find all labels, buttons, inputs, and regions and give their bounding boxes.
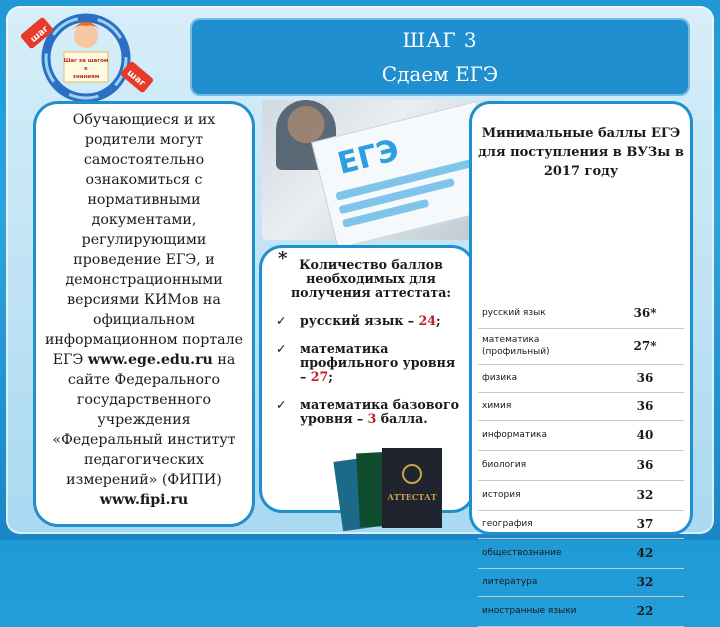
certificate-label: АТТЕСТАТ xyxy=(387,492,437,502)
table-row xyxy=(478,298,684,328)
logo-right-word: шаг xyxy=(124,68,147,90)
score-cell: 40 xyxy=(606,420,684,450)
subject-cell: химия xyxy=(478,392,606,420)
item-tail: балла. xyxy=(376,411,428,426)
item-text: математика профильного уровня – xyxy=(300,341,456,384)
min-scores-heading: Минимальные баллы ЕГЭ для поступления в ВУЗы в 2017 году xyxy=(478,126,684,179)
score-cell: 27* xyxy=(606,328,684,364)
logo-line1: Шаг за шагом xyxy=(63,58,109,64)
table-row xyxy=(478,450,684,480)
exam-photo xyxy=(262,100,502,240)
logo xyxy=(14,8,164,108)
score-cell: 36 xyxy=(606,450,684,480)
logo-left-word: шаг xyxy=(28,24,51,45)
exam-paper-label: ЕГЭ xyxy=(334,132,403,182)
table-row xyxy=(478,538,684,568)
fipi-link[interactable]: www.fipi.ru xyxy=(99,492,189,508)
item-text: русский язык – xyxy=(300,313,419,328)
subject-cell: биология xyxy=(478,450,606,480)
check-icon: ✓ xyxy=(276,313,287,328)
subject-cell: литература xyxy=(478,568,606,596)
score-cell: 36 xyxy=(606,364,684,392)
check-icon: ✓ xyxy=(276,341,287,356)
requirements-heading-wrap xyxy=(272,248,462,300)
score-cell: 36* xyxy=(606,298,684,328)
subject-cell: обществознание xyxy=(478,538,606,568)
table-row xyxy=(478,510,684,538)
min-scores-panel xyxy=(472,104,690,618)
table-row xyxy=(478,392,684,420)
item-score: 3 xyxy=(367,411,377,426)
requirements-heading: Количество баллов необходимых для получения аттестата: xyxy=(290,257,452,300)
logo-line3: знаниям xyxy=(72,74,100,80)
slide-main-title: Сдаем ЕГЭ xyxy=(381,62,499,86)
info-panel xyxy=(36,104,252,524)
table-row xyxy=(478,420,684,450)
footnote-star: * xyxy=(278,248,288,269)
score-cell: 37 xyxy=(606,510,684,538)
score-cell: 42 xyxy=(606,538,684,568)
table-row xyxy=(478,480,684,510)
subject-cell: география xyxy=(478,510,606,538)
subject-cell: математика (профильный) xyxy=(478,328,606,364)
item-text: математика базового уровня – xyxy=(300,397,460,426)
certificate-image xyxy=(338,444,448,532)
item-tail: ; xyxy=(436,313,441,328)
check-icon: ✓ xyxy=(276,397,287,412)
item-score: 27 xyxy=(310,369,329,384)
ege-portal-link[interactable]: www.ege.edu.ru xyxy=(87,352,213,368)
title-panel xyxy=(190,18,690,96)
table-row xyxy=(478,364,684,392)
subject-cell: русский язык xyxy=(478,298,606,328)
info-text: Обучающиеся и их родители могут самостоятельно ознакомиться с нормативными документами, регулирующими проведение ЕГЭ, и демонстрационными версиями КИМов на официальном информационном портале ЕГЭ xyxy=(44,112,244,368)
list-item xyxy=(272,342,462,384)
score-cell: 32 xyxy=(606,568,684,596)
logo-line2: к xyxy=(84,66,88,72)
logo-face xyxy=(74,24,98,48)
subject-cell: иностранные языки xyxy=(478,596,606,626)
requirements-list xyxy=(272,314,462,426)
slide-step-title: ШАГ 3 xyxy=(402,28,478,52)
table-row xyxy=(478,568,684,596)
info-text-2: на сайте Федерального государственного учреждения «Федеральный институт педагогических измерений» (ФИПИ) xyxy=(52,352,236,488)
subject-cell: история xyxy=(478,480,606,510)
list-item xyxy=(272,398,462,426)
certificate-cover xyxy=(382,448,442,528)
subject-cell: физика xyxy=(478,364,606,392)
item-tail: ; xyxy=(328,369,333,384)
min-scores-table xyxy=(478,298,684,627)
list-item xyxy=(272,314,462,328)
table-row xyxy=(478,328,684,364)
table-row xyxy=(478,596,684,626)
score-cell: 36 xyxy=(606,392,684,420)
subject-cell: информатика xyxy=(478,420,606,450)
item-score: 24 xyxy=(418,313,437,328)
score-cell: 32 xyxy=(606,480,684,510)
score-cell: 22 xyxy=(606,596,684,626)
